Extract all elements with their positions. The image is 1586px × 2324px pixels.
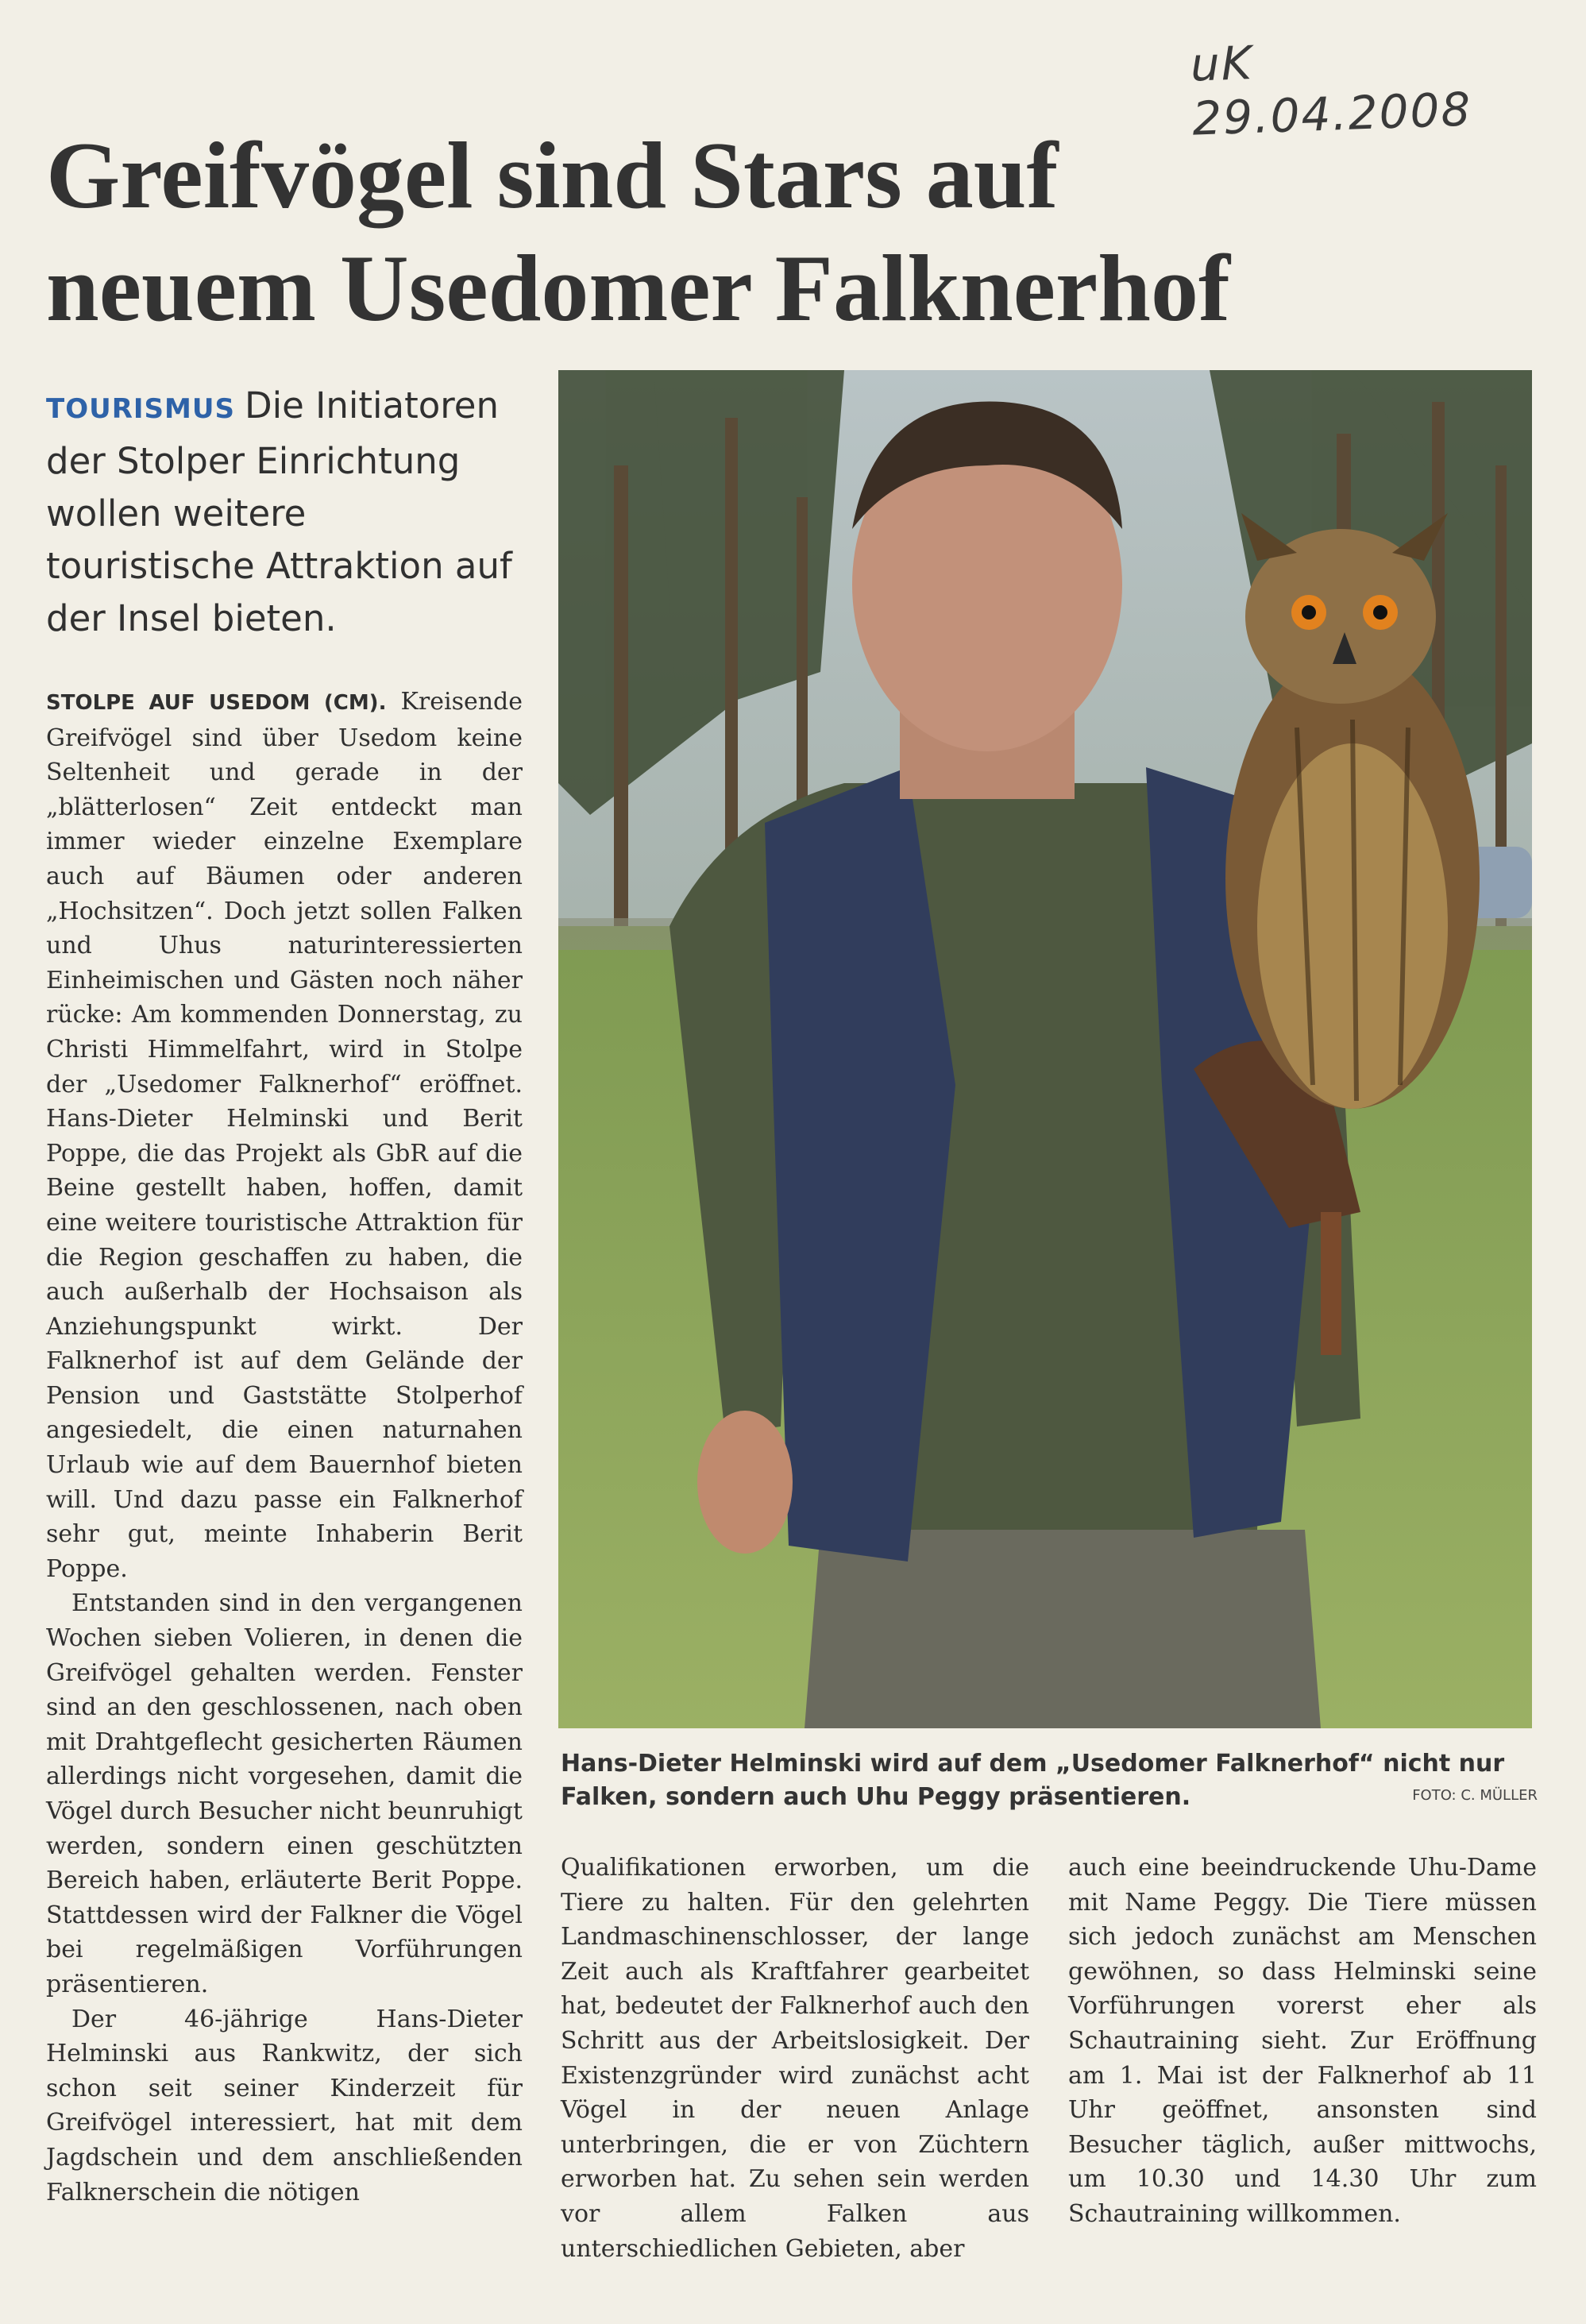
- headline-line-2: neuem Usedomer Falknerhof: [46, 235, 1230, 341]
- headline: [46, 119, 1539, 345]
- article-column-2: [561, 1851, 1029, 2266]
- article-text: Kreisende Greifvögel sind über Usedom keine Seltenheit und gerade in der „blätterlosen“ Zeit entdeckt man immer wieder einzelne Exemplare auch auf Bäumen oder anderen „Hochsitzen“. Doch jetzt sollen Falken und Uhus naturinteressierten Einheimischen und Gästen noch näher rücke: Am kommenden Donnerstag, zu Christi Himmelfahrt, wird in Stolpe der „Usedomer Falknerhof“ eröffnet. Hans-Dieter Helminski und Berit Poppe, die das Projekt als GbR auf die Beine gestellt haben, hoffen, damit eine weitere touristische Attraktion für die Region geschaffen zu haben, die auch außerhalb der Hochsaison als Anziehungspunkt wirkt. Der Falknerhof ist auf dem Gelände der Pension und Gaststätte Stolperhof angesiedelt, die einen naturnahen Urlaub wie auf dem Bauernhof bieten will. Und dazu passe ein Falknerhof sehr gut, meinte Inhaberin Berit Poppe.: [46, 688, 523, 1583]
- article-paragraph: auch eine beeindruckende Uhu-Dame mit Name Peggy. Die Tiere müssen sich jedoch zunächst am Menschen gewöhnen, so dass Helminski seine Vorführungen vorerst eher als Schautraining sieht. Zur Eröffnung am 1. Mai ist der Falknerhof ab 11 Uhr geöffnet, ansonsten sind Besucher täglich, außer mittwochs, um 10.30 und 14.30 Uhr zum Schautraining willkommen.: [1068, 1854, 1537, 2228]
- lead-text: Die Initiatoren der Stolper Einrichtung wollen weitere touristische Attraktion auf der Insel bieten.: [46, 384, 512, 639]
- article-paragraph: Der 46-jährige Hans-Dieter Helminski aus Rankwitz, der sich schon seit seiner Kinderzeit für Greifvögel interessiert, hat mit dem Jagdschein und dem anschließenden Falknerschein die nötigen: [46, 2005, 523, 2206]
- article-paragraph: Entstanden sind in den vergangenen Wochen sieben Volieren, in denen die Greifvögel gehalten werden. Fenster sind an den geschlossenen, nach oben mit Drahtgeflecht gesicherten Räumen allerdings nicht vorgesehen, damit die Vögel durch Besucher nicht beunruhigt werden, sondern einen geschützten Bereich haben, erläuterte Berit Poppe. Stattdessen wird der Falkner die Vögel bei regelmäßigen Vorführungen präsentieren.: [46, 1589, 523, 1998]
- photo-illustration: [558, 370, 1532, 1728]
- article-paragraph: [46, 685, 523, 1586]
- article-column-3: [1068, 1851, 1537, 2232]
- headline-line-1: Greifvögel sind Stars auf: [46, 122, 1059, 228]
- photo-credit: FOTO: C. MÜLLER: [1412, 1787, 1538, 1804]
- man-with-eagle-owl-photo: [558, 370, 1532, 1728]
- section-kicker: TOURISMUS: [46, 393, 235, 425]
- photo-caption: [561, 1747, 1538, 1814]
- dateline: STOLPE AUF USEDOM (CM).: [46, 691, 387, 715]
- article-paragraph: Qualifikationen erworben, um die Tiere zu halten. Für den gelehrten Landmaschinenschlosser, der lange Zeit auch als Kraftfahrer gearbeitet hat, bedeutet der Falknerhof auch den Schritt aus der Arbeitslosigkeit. Der Existenzgründer wird zunächst acht Vögel in der neuen Anlage unterbringen, die er von Züchtern erworben hat. Zu sehen sein werden vor allem Falken aus unterschiedlichen Gebieten, aber: [561, 1854, 1029, 2263]
- lead-paragraph: [46, 380, 515, 645]
- caption-text: Hans-Dieter Helminski wird auf dem „Usedomer Falknerhof“ nicht nur Falken, sondern auch Uhu Peggy präsentieren.: [561, 1750, 1505, 1811]
- handwritten-date-note: uK 29.04.2008: [1189, 35, 1473, 146]
- article-column-1: [46, 685, 523, 2210]
